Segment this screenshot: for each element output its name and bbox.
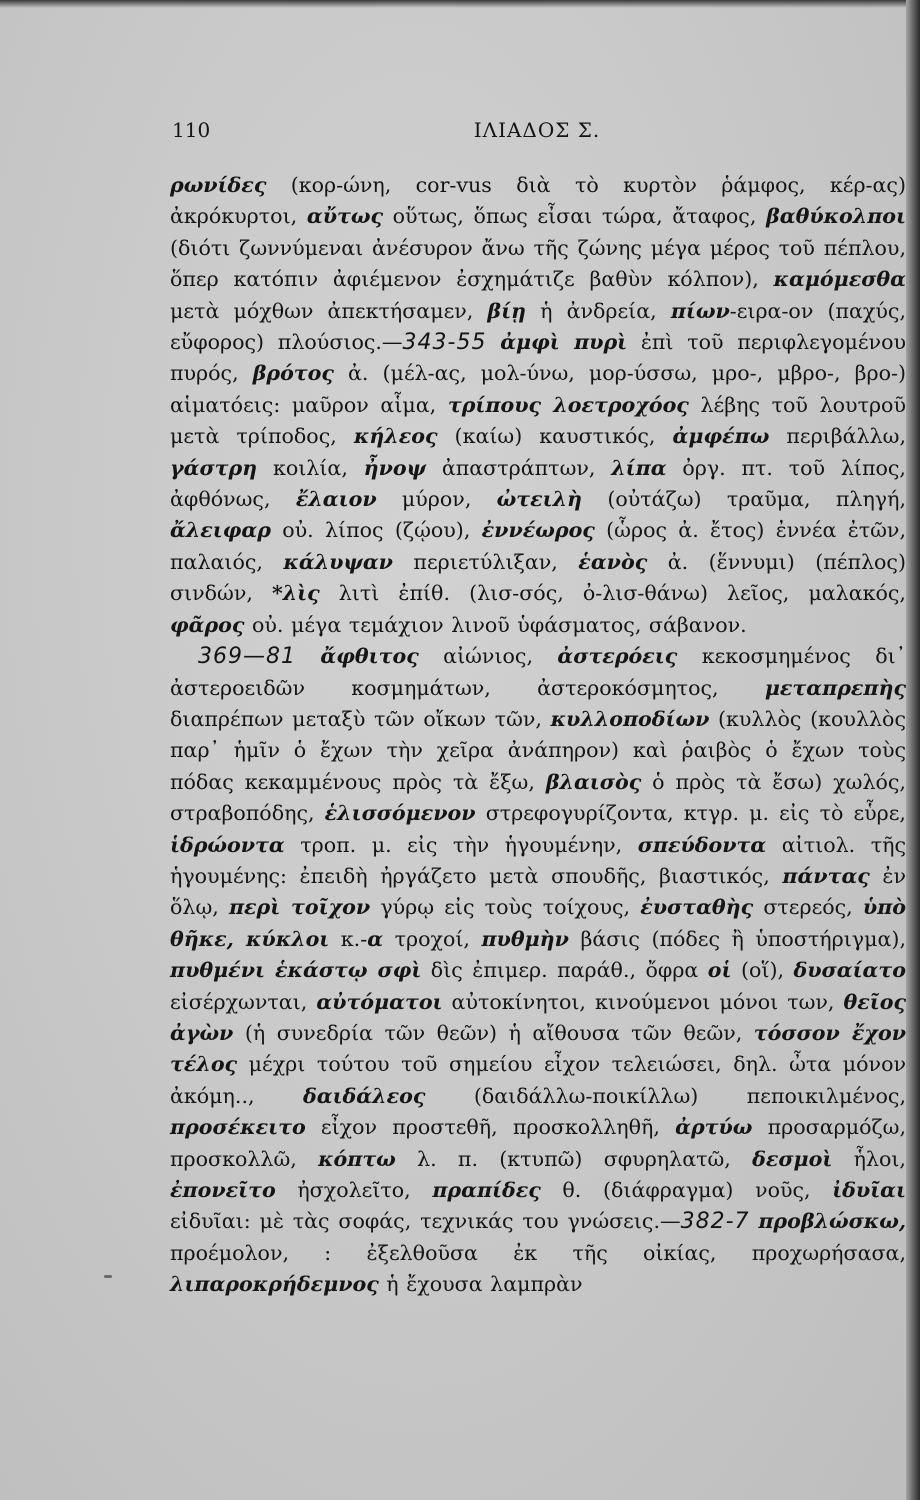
- gloss-text: λ. π. (κτυπῶ) σφυρηλατῶ,: [395, 1146, 753, 1171]
- page-number: 110: [172, 118, 211, 142]
- gloss-text: μέχρι τούτου τοῦ σημείου εἶχον τελειώσει, δηλ. ὦτα μόνον ἀκόμη..,: [170, 1052, 906, 1108]
- headword: πυθμένι ἑκάστῳ σφὶ: [170, 958, 422, 983]
- headword: ὑπὸ θῆκε, κύκλοι: [170, 895, 907, 951]
- headword: κάλυψαν: [283, 549, 393, 574]
- headword: δυσαίατο: [793, 958, 906, 983]
- headword: ἱδρώοντα: [170, 832, 285, 857]
- headword: ἄφθιτος: [320, 644, 419, 669]
- gloss-text: [296, 644, 320, 668]
- headword: αὐτόματοι: [316, 989, 443, 1014]
- gloss-text: (καίω) καυστικός,: [437, 424, 673, 449]
- headword: πάντας: [782, 863, 870, 888]
- gloss-text: (οἵ),: [731, 958, 794, 983]
- line-reference: 343-55: [402, 330, 487, 356]
- gloss-text: εἰδυῖαι: μὲ τὰς σοφάς, τεχνικάς του γνώσεις.—: [170, 1209, 681, 1234]
- gloss-text: κ.-: [329, 926, 368, 951]
- line-reference: 369—81: [198, 644, 296, 670]
- gloss-text: ἧλοι,: [832, 1146, 906, 1171]
- gloss-text: μετὰ μόχθων ἀπεκτήσαμεν,: [170, 298, 488, 323]
- headword: καμόμεσθα: [773, 267, 906, 292]
- running-title: ΙΛΙΑΔΟΣ Σ.: [473, 118, 601, 142]
- gloss-text: οὕτως, ὅπως εἶσαι τώρα, ἄταφος,: [383, 204, 767, 229]
- headword: μεταπρεπὴς: [764, 675, 906, 700]
- headword: ὠτειλὴ: [496, 487, 583, 512]
- gloss-text: (κυλλὸς (κουλλὸς παρ᾽ ἡμῖν ὁ ἔχων τὴν χεῖρα ἀνάπηρον) καὶ ῥαιβὸς ὁ ἔχων τοὺς πόδας κεκαμμένους πρὸς τὰ ἔξω,: [170, 706, 906, 794]
- margin-mark: [104, 1275, 112, 1278]
- headword: ἀστερόεις: [557, 644, 678, 669]
- gloss-text: (οὐτάζω) τραῦμα, πληγή,: [582, 487, 907, 512]
- gloss-text: περιετύλιξαν,: [392, 549, 579, 574]
- gloss-text: ὁ πρὸς τὰ ἔσω) χωλός, στραβοπόδης,: [170, 769, 906, 826]
- headword: ἀρτύω: [675, 1115, 753, 1140]
- gloss-text: προσαρμόζω, προσκολλῶ,: [170, 1115, 906, 1171]
- gloss-text: ἐπὶ τοῦ περιφλεγομένου πυρός,: [170, 330, 906, 386]
- gloss-text: θ. (διάφραγμα) νοῦς,: [540, 1178, 833, 1202]
- headword: *λὶς: [271, 581, 320, 606]
- headword: κήλεος: [353, 424, 438, 449]
- headword: λιπαροκρήδεμνος: [170, 1272, 379, 1297]
- headword: λίπα: [611, 455, 667, 480]
- gloss-text: (ὧρος ἀ. ἔτος) ἐννέα ἐτῶν, παλαιός,: [170, 518, 906, 574]
- gloss-text: ἀ. (ἕννυμι) (πέπλος) σινδών,: [170, 549, 906, 606]
- gloss-text: στρεφογυρίζοντα, κτγρ. μ. εἰς τὸ εὗρε,: [475, 801, 906, 826]
- headword: προσέκειτο: [170, 1115, 306, 1140]
- gloss-text: (διότι ζωννύμεναι ἀνέσυρον ἄνω τῆς ζώνης μέγα μέρος τοῦ πέπλου, ὅπερ κατόπιν ἀφιέμενον ἐσχημάτιζε βαθὺν κόλπον),: [170, 235, 906, 292]
- headword: προβλώσκω,: [758, 1209, 906, 1234]
- gloss-text: οὐ. λίπος (ζῴου),: [270, 518, 482, 543]
- gloss-text: λιτὶ ἐπίθ. (λισ-σός, ὀ-λισ-θάνω) λεῖος, μαλακός,: [319, 581, 906, 606]
- gloss-text: (κορ-ώνη, cor-vus διὰ τὸ κυρτὸν ῥάμφος, κέρ-ας) ἀκρόκυρτοι,: [170, 173, 906, 229]
- page-top-edge: [0, 0, 920, 8]
- headword: ἰδυῖαι: [832, 1178, 906, 1202]
- gloss-text: ἡ ἔχουσα λαμπρὰν: [378, 1272, 583, 1297]
- gloss-text: λέβης τοῦ λουτροῦ μετὰ τρίποδος,: [170, 392, 906, 449]
- headword: δαιδάλεος: [303, 1083, 426, 1108]
- headword: ἔλαιον: [295, 487, 377, 512]
- headword: πραπίδες: [432, 1178, 541, 1202]
- gloss-text: μύρον,: [376, 487, 497, 512]
- headword: βρότος: [252, 361, 334, 386]
- headword: γάστρη: [170, 455, 258, 480]
- headword: ἀμφέπω: [672, 424, 770, 449]
- gloss-text: κεκοσμημένος δι᾽ ἀστεροειδῶν κοσμημάτων, ἀστεροκόσμητος,: [170, 644, 906, 700]
- headword: περὶ τοῖχον: [228, 895, 371, 920]
- gloss-text: προέμολον, : ἐξελθοῦσα ἐκ τῆς οἰκίας, προχωρήσασα,: [170, 1240, 906, 1265]
- gloss-text: ἀ. (μέλ-ας, μολ-ύνω, μορ-ύσσω, μρο-, μβρο-, βρο-) αἱματόεις: μαῦρον αἷμα,: [170, 361, 906, 417]
- headword: βίῃ: [487, 298, 527, 323]
- gloss-text: τροχοί,: [383, 926, 482, 951]
- gloss-text: ὀργ. πτ. τοῦ λίπος, ἀφθόνως,: [170, 455, 906, 512]
- headword: βαθύκολποι: [766, 204, 906, 229]
- headword: ἐυσταθὴς: [640, 895, 754, 920]
- headword: κυλλοποδίων: [550, 706, 710, 731]
- gloss-text: [486, 330, 500, 354]
- headword: οἱ: [707, 958, 732, 983]
- headword: ἄλειφαρ: [170, 518, 271, 543]
- headword: σπεύδοντα: [637, 832, 767, 857]
- headword: πυθμὴν: [481, 926, 569, 951]
- headword: τρίπους λοετροχόος: [447, 392, 689, 417]
- gloss-text: αὐτοκίνητοι, κινούμενοι μόνοι των,: [442, 989, 844, 1014]
- gloss-text: κοιλία,: [257, 455, 364, 480]
- book-spine-shadow: [906, 0, 920, 1500]
- gloss-text: ἡ ἀνδρεία,: [526, 298, 671, 323]
- headword: ἀμφὶ πυρὶ: [500, 330, 628, 355]
- gloss-text: εἶχον προστεθῆ, προσκολληθῆ,: [305, 1115, 676, 1140]
- headword: ρωνίδες: [170, 173, 267, 197]
- gloss-text: δὶς ἐπιμερ. παράθ., ὄφρα: [421, 958, 708, 983]
- line-reference: 382-7: [680, 1209, 750, 1235]
- gloss-text: γύρῳ εἰς τοὺς τοίχους,: [370, 895, 641, 920]
- gloss-text: αἰώνιος,: [418, 644, 558, 669]
- headword: α: [367, 926, 384, 951]
- commentary-text: [170, 170, 906, 1301]
- headword: τόσσον ἔχον τέλος: [170, 1020, 906, 1077]
- headword: ἐννέωρος: [481, 518, 595, 543]
- paragraph-2: [170, 641, 906, 1301]
- headword: αὔτως: [306, 204, 383, 229]
- gloss-text: βάσις (πόδες ἢ ὑποστήριγμα),: [568, 926, 906, 951]
- gloss-text: ἀπαστράπτων,: [426, 455, 612, 480]
- headword: κόπτω: [318, 1146, 396, 1171]
- gloss-text: εἰσέρχωνται,: [170, 989, 317, 1014]
- gloss-text: οὐ. μέγα τεμάχιον λινοῦ ὑφάσματος, σάβανον.: [244, 612, 747, 637]
- gloss-text: διαπρέπων μεταξὺ τῶν οἴκων τῶν,: [170, 706, 551, 731]
- headword: θεῖος ἀγὼν: [170, 989, 906, 1045]
- gloss-text: στερεός,: [753, 895, 863, 920]
- gloss-text: ἠσχολεῖτο,: [275, 1178, 433, 1202]
- headword: βλαισὸς: [545, 769, 642, 794]
- gloss-text: περιβάλλω,: [769, 424, 907, 449]
- gloss-text: ἐν ὅλῳ,: [170, 863, 907, 920]
- running-header: [172, 118, 902, 148]
- headword: ἦνοψ: [363, 455, 427, 480]
- gloss-text: (ἡ συνεδρία τῶν θεῶν) ἡ αἴθουσα τῶν θεῶν,: [233, 1020, 754, 1045]
- gloss-text: τροπ. μ. εἰς τὴν ἡγουμένην,: [284, 832, 638, 857]
- headword: πίων: [670, 298, 730, 323]
- gloss-text: (δαιδάλλω-ποικίλλω) πεποικιλμένος,: [425, 1083, 906, 1108]
- headword: δεσμοὶ: [752, 1146, 833, 1171]
- headword: φᾶρος: [170, 612, 245, 637]
- headword: ἑανὸς: [578, 549, 648, 574]
- headword: ἐπονεῖτο: [170, 1178, 276, 1202]
- paragraph-1: [170, 170, 906, 641]
- gloss-text: -ειρα-ον (παχύς, εὔφορος) πλούσιος.—: [170, 298, 906, 355]
- headword: ἑλισσόμενον: [324, 801, 476, 826]
- gloss-text: αἰτιολ. τῆς ἡγουμένης: ἐπειδὴ ἠργάζετο μετὰ σπουδῆς, βιαστικός,: [170, 832, 906, 888]
